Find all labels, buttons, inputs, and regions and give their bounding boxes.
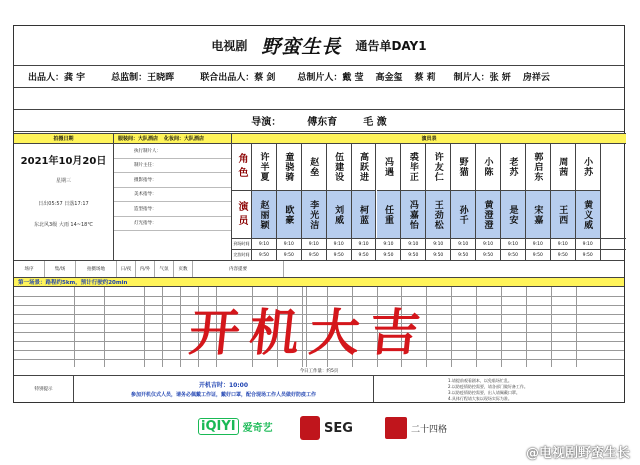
crew-item: 造型指导：	[114, 202, 231, 217]
time-cell: 9:10	[377, 239, 402, 249]
time-cell: 9:50	[451, 250, 476, 260]
seal-icon	[385, 417, 407, 439]
notice-main	[74, 376, 374, 402]
actor-name: 王西	[551, 190, 576, 238]
time-row	[232, 249, 626, 260]
sun-times: 日出05:57 日落17:17	[38, 201, 89, 207]
role-name: 老苏	[501, 144, 526, 190]
opening-stamp: 开机大吉	[186, 303, 433, 362]
grid-line	[501, 287, 502, 367]
producer-item: 出品人：龚 宇	[28, 73, 86, 83]
role-name: 伍建设	[327, 144, 352, 190]
role-name: 裘毕正	[401, 144, 426, 190]
grid-line	[476, 287, 477, 367]
time-row-label: 到场时间	[232, 239, 252, 249]
actor-name: 冯嘉怡	[401, 190, 426, 238]
crew-item: 制片主任：	[114, 159, 231, 174]
blank-row	[14, 88, 624, 110]
ceremony-note: 参加开机仪式人员，请务必佩戴工作证，戴好口罩，配合现场工作人员做好防疫工作	[130, 392, 316, 398]
actor-name: 刘威	[327, 190, 352, 238]
producer-item: 总制片人：戴 莹	[297, 73, 364, 83]
producer-item: 制片人：张 妍	[453, 73, 511, 83]
series-calligraphy-logo: 野蛮生長	[261, 36, 342, 58]
time-cell: 9:10	[401, 239, 426, 249]
actor-name: 柯蓝	[352, 190, 377, 238]
grid-line	[162, 287, 163, 367]
crew-item: 执行制片人：	[114, 144, 231, 159]
role-name: 野猫	[451, 144, 476, 190]
actor-label: 演员	[232, 190, 252, 238]
grid-line	[74, 287, 75, 367]
producer-item: 高金玺	[375, 73, 403, 83]
iqiyi-logo: iQIYI 爱奇艺	[198, 418, 273, 435]
time-cell: 9:50	[352, 250, 377, 260]
daily-workload: 今日工作量：约5页	[14, 367, 624, 376]
crew-list	[114, 144, 232, 260]
cast-table	[232, 144, 626, 260]
directors-row	[14, 110, 624, 132]
time-cell: 9:50	[551, 250, 576, 260]
time-cell: 9:50	[526, 250, 551, 260]
time-cell: 9:50	[252, 250, 277, 260]
grid-line	[551, 287, 552, 367]
column-header: 拍摄场地	[76, 261, 117, 277]
time-cell: 9:10	[551, 239, 576, 249]
actor-name: 赵丽颖	[252, 190, 277, 238]
time-cell: 9:10	[451, 239, 476, 249]
time-cell: 9:10	[302, 239, 327, 249]
actor-name: 宋嘉	[526, 190, 551, 238]
column-header: 场序	[14, 261, 45, 277]
column-header: 内/外	[136, 261, 155, 277]
time-row-label: 完妆时间	[232, 250, 252, 260]
time-cell: 9:50	[476, 250, 501, 260]
producer-item: 蔡 莉	[414, 73, 436, 83]
grid-line	[526, 287, 527, 367]
role-name: 小苏	[576, 144, 601, 190]
time-cell: 9:50	[501, 250, 526, 260]
actor-name: 是安	[501, 190, 526, 238]
notes-list	[444, 376, 626, 402]
scene-column-headers	[14, 260, 624, 278]
actor-name: 黄澄澄	[476, 190, 501, 238]
iqiyi-icon: iQIYI	[198, 418, 239, 435]
time-cell: 9:10	[252, 239, 277, 249]
producer-item: 总监制：王晓晖	[111, 73, 175, 83]
cast-header: 演员表	[232, 133, 626, 144]
date-block	[14, 144, 114, 260]
seg-logo: SEG	[300, 416, 353, 440]
column-header: 集/场	[45, 261, 76, 277]
title-suffix: 通告单DAY1	[355, 39, 427, 53]
grid-line	[180, 287, 181, 367]
time-cell: 9:10	[476, 239, 501, 249]
actor-name: 欧豪	[277, 190, 302, 238]
grid-line	[144, 287, 145, 367]
role-name: 高跃进	[352, 144, 377, 190]
shoot-date-header: 拍摄日期	[14, 133, 114, 144]
shoot-date: 2021年10月20日	[20, 156, 107, 167]
time-cell: 9:50	[426, 250, 451, 260]
grid-line	[104, 287, 105, 367]
dressing-header: 服装间：大队酒店 化妆间：大队酒店	[114, 133, 232, 144]
time-cell: 9:50	[327, 250, 352, 260]
director-name: 毛 溦	[363, 117, 387, 128]
seal-icon	[300, 416, 320, 440]
actor-name: 任重	[377, 190, 402, 238]
time-cell: 9:50	[302, 250, 327, 260]
role-name: 赵垒	[302, 144, 327, 190]
column-header: 日/夜	[117, 261, 136, 277]
producer-item: 房祥云	[522, 73, 550, 83]
note-item: 4.具体行程请大家以现场实际为准。	[448, 396, 512, 401]
notice-section	[14, 376, 624, 402]
call-sheet	[13, 25, 625, 403]
note-item: 3.以防疫情防控需要，出入请佩戴口罩。	[448, 390, 520, 395]
time-cell: 9:10	[426, 239, 451, 249]
weekday: 星期三	[55, 178, 71, 184]
actor-name: 黄义威	[576, 190, 601, 238]
role-name: 周茜	[551, 144, 576, 190]
auspicious-time: 开机吉时：10:00	[198, 382, 249, 389]
actor-name: 孙千	[451, 190, 476, 238]
role-label: 角色	[232, 144, 252, 190]
note-item: 2.以防疫情防控需要，请各部门做好备工作。	[448, 384, 528, 389]
sheet-title	[14, 26, 624, 66]
time-cell: 9:50	[277, 250, 302, 260]
weather: 东北风3级 大雨 14~18℃	[34, 222, 93, 228]
actor-name: 王劲松	[426, 190, 451, 238]
role-name: 冯遇	[377, 144, 402, 190]
time-cell: 9:10	[526, 239, 551, 249]
directors-label: 导演：	[251, 117, 282, 128]
note-item: 1.请提前观看剧本，以免临场忙乱。	[448, 378, 512, 383]
weibo-watermark: @电视剧野蛮生长	[525, 446, 630, 461]
column-header: 内容提要	[193, 261, 284, 277]
twenty-four-frames-logo: 二十四格	[385, 417, 447, 439]
time-row	[232, 238, 626, 249]
role-name: 童骁骑	[277, 144, 302, 190]
director-name: 傅东育	[307, 117, 338, 128]
actor-name: 李光洁	[302, 190, 327, 238]
role-name: 许友仁	[426, 144, 451, 190]
column-header: 气氛	[155, 261, 174, 277]
producer-item: 联合出品人：蔡 剑	[200, 73, 276, 83]
time-cell: 9:10	[352, 239, 377, 249]
producers-row	[14, 66, 624, 88]
time-cell: 9:50	[377, 250, 402, 260]
crew-item: 摄影指导：	[114, 173, 231, 188]
crew-item: 美术指导：	[114, 188, 231, 203]
time-cell: 9:10	[501, 239, 526, 249]
grid-line	[576, 287, 577, 367]
time-cell: 9:10	[277, 239, 302, 249]
time-cell: 9:10	[576, 239, 601, 249]
crew-item: 灯光指导：	[114, 217, 231, 232]
notice-label: 特别提示	[14, 376, 74, 402]
role-name: 郭启东	[526, 144, 551, 190]
role-name: 小陈	[476, 144, 501, 190]
time-cell: 9:10	[327, 239, 352, 249]
scene-bar: 第一场景：路程约5km，预计行驶约20min	[14, 278, 624, 287]
time-cell: 9:50	[576, 250, 601, 260]
title-prefix: 电视剧	[211, 39, 248, 53]
role-name: 许半夏	[252, 144, 277, 190]
column-header: 页数	[174, 261, 193, 277]
time-cell: 9:50	[401, 250, 426, 260]
grid-line	[451, 287, 452, 367]
